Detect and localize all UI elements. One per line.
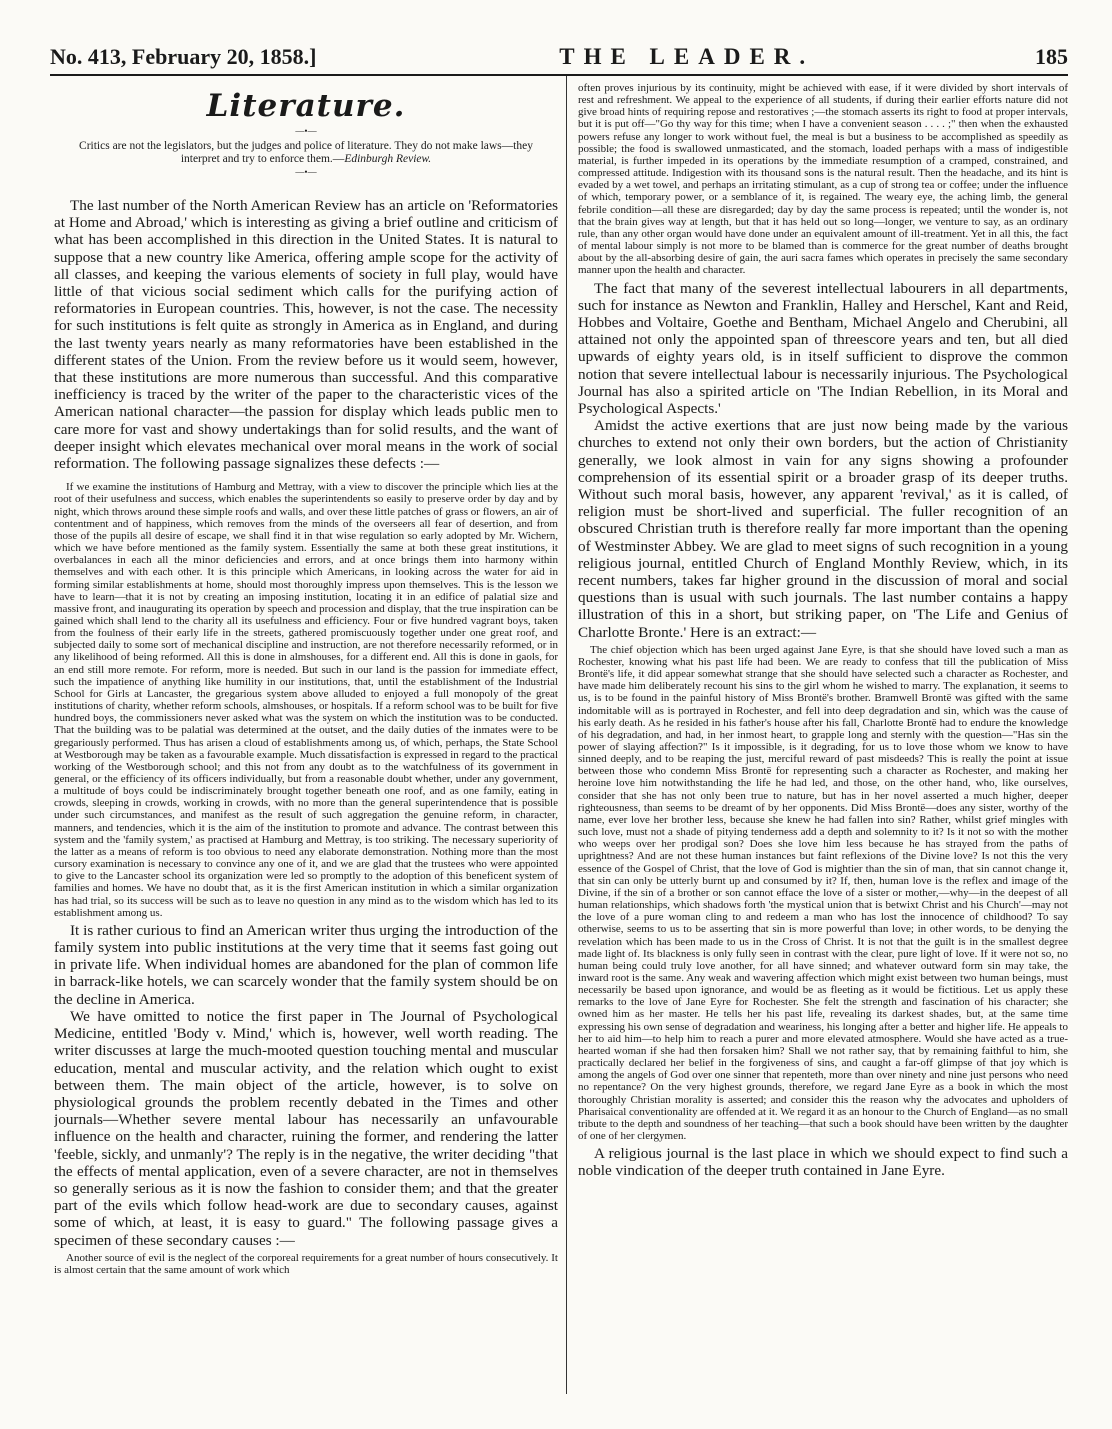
quoted-extract-family-system: If we examine the institutions of Hamburg and Mettray, with a view to discover the principle which lies at the root of their usefulness and success, which enables the superintendents so easily to preserve order by day and by night, which throws around these simple roofs and walls, and over these little patches of grass or flowers, an air of contentment and of happiness, which removes from the minds of the overseers all fear of desertion, and from those of the pupils all desire of escape, we shall find it in that wise regulation so early adopted by Mr. Wichern, which we have before mentioned as the family system. Essentially the same at both these great institutions, it overbalances in each all the minor deficiencies and errors, and at once brings them into harmony within themselves and with each other. It is this principle which Americans, in looking across the water for aid in forming similar establishments at home, should most thoroughly impress upon themselves. This is the lesson we have to learn—that it is not by creating an imposing institution, locating it in an edifice of palatial size and massive front, and inaugurating its operation by speech and procession and display, that the true inspiration can be gained which shall lend to the charity all its usefulness and efficiency. Four or five hundred vagrant boys, taken from the foulness of their early life in the streets, gathered promiscuously together under one great roof, and subjected daily to some sort of mechanical discipline and instruction, are not therefore necessarily reformed, or in any likelihood of being reformed. All this is done in almshouses, for a different end. All this is done in gaols, for an end still more remote. For reform, more is needed. But such in our land is the passion for immediate effect, such the impatience of anything like humility in our institutions, that, until the establishment of the Industrial School for Girls at Lancaster, the gregarious system above alluded to enjoyed a full monopoly of the great institutions of charity, whether reform schools, almshouses, or hospitals. If a reform school was to be built for five hundred boys, the commissioners never asked what was the system on which the institution was to be conducted. That the building was to be palatial was determined at the outset, and the daily duties of the inmates were to be gregariously performed. Thus has arisen a cloud of establishments among us, of which, perhaps, the State School at Westborough may be taken as a favourable example. Much dissatisfaction is expressed in regard to the practical working of the Westborough school; and this not from any doubt as to the watchfulness of its government in general, or the efficiency of its officers individually, but from a reasonable doubt whether, under any government, a multitude of boys could be indiscriminately brought together beneath one roof, and as one family, eating in crowds, sleeping in crowds, working in crowds, with no more than the general superintendence that is possible under such circumstances, and manifest as the result of such aggregation the genuine reform, in character, manners, and tendencies, which it is the aim of the institution to promote and advance. The contrast between this system and the 'family system,' as practised at Hamburg and Mettray, is too striking. The necessary superiority of the latter as a means of reform is too obvious to need any elaborate demonstration. Nothing more than the most cursory examination is necessary to convince any one of it, and we are glad that the trustees who were appointed to give to the Lancaster school its organization were led so promptly to the adoption of this beneficent system of families and homes. We have no doubt that, as it is the first American institution in which a similar organization has had trial, so its success will be such as to leave no question in any mind as to the wisdom which has led to its establishment among us.: [54, 481, 558, 919]
newspaper-title: THE LEADER.: [559, 44, 815, 69]
issue-date: No. 413, February 20, 1858.]: [50, 44, 317, 69]
article-paragraph-body-mind: We have omitted to notice the first paper in The Journal of Psychological Medicine, entitled 'Body v. Mind,' which is, however, well worth reading. The writer discusses at large the much-mooted question touching mental and muscular education, mental and muscular activity, and the relation which ought to exist between them. The main object of the article, however, is to solve on physiological grounds the problem recently debated in the Times and other journals—Whether severe mental labour has necessarily an unfavourable influence on the health and character, ruining the former, and rendering the latter 'feeble, sickly, and unmanly'? The reply is in the negative, the writer deciding "that the effects of mental application, even of a severe character, are not in themselves so generally serious as it is now the fashion to consider them; and that the greater part of the evils which follow head-work are due to secondary causes, against some of which, at least, it is easy to guard." The following passage gives a specimen of these secondary causes :—: [54, 1007, 558, 1249]
ornament-divider-2: —•—: [295, 167, 317, 177]
quoted-extract-jane-eyre: The chief objection which has been urged against Jane Eyre, is that she should have loved such a man as Rochester, knowing what his past life had been. We are ready to confess that till the publication of Miss Brontë's life, it did appear somewhat strange that she should have selected such a character as Rochester, and have made him deliberately recount his sins to the girl whom he wished to marry. The explanation, it seems to us, is to be found in the painful history of Miss Brontë's brother. Bramwell Brontë was gifted with the same indomitable will as is portrayed in Rochester, and fell into deep degradation and sin, which was the cause of his early death. As he resided in his father's house after his fall, Charlotte Brontë had to endure the knowledge of his degradation, and had, in her inmost heart, to grapple long and sternly with the question—"Has sin the power of slaying affection?" Is it impossible, is it degrading, for us to love those whom we know to have sinned deeply, and to be reaping the just, merciful reward of past misdeeds? This is really the point at issue between those who condemn Miss Brontë for representing such a character as Rochester, and making her heroine love him notwithstanding the life he had led, and those, on the other hand, who, like ourselves, consider that she has not only been true to nature, but has in her novel asserted a much higher, deeper righteousness, than seems to be dreamt of by her opponents. Did Miss Brontë—does any sister, worthy of the name, ever love her brother less, because she knew he had fallen into sin? Rather, whilst grief mingles with such love, must not a shade of pitying tenderness add a depth and solemnity to it? Is it not so with the mother who weeps over her prodigal son? Does she love him less because he has strayed from the paths of uprightness? And are not these human instances but faint reflexions of the Divine love? Is not this the very essence of the Gospel of Christ, that the love of God is mightier than the sin of man, that sin cannot change it, that sin can only be utterly burnt up and consumed by it? If, then, human love is the reflex and image of the Divine, if the sin of a brother or son cannot efface the love of a sister or mother,—why—in the deepest of all human relationships, which shadows forth 'the mystical union that is betwixt Christ and his Church'—may not the love of a pure woman cling to and redeem a man who has lost the innocence of childhood? To say otherwise, seems to us to be asserting that sin is more powerful than love; in other words, to be denying the revelation which has been made to us in the Cross of Christ. It is not that the guilt is in the smallest degree made light of. Its blackness is only fully seen in contrast with the clear, pure light of love. If it were not so, no human being could truly love another, for all have sinned; and whatever outward form sin may take, the inward root is the same. Any weak and wavering affection which might exist between two human beings, must necessarily be based upon ignorance, and would be as fleeting as it would be fictitious. Let us apply these remarks to the love of Jane Eyre for Rochester. She felt the strength and fascination of his character; she owned him as her master. He tells her his past life, revealing its darkest shades, but, at the same time expressing his own sense of degradation and weariness, his longing after a better and higher life. He appeals to her to aid him—to help him to reach a purer and more elevated atmosphere. Would she have acted as a true-hearted woman if she had then forsaken him? Shall we not rather say, that by remaining faithful to him, she practically declared her belief in the forgiveness of sins, and caught a far-off glimpse of that joy which is among the angels of God over one sinner that repenteth, more than over ninety and nine just persons who need no repentance? On the very highest grounds, therefore, we regard Jane Eyre as a book in which the most thoroughly Christian morality is asserted; and consider this the reason why the advocates and upholders of Pharisaical conventionality are offended at it. We regard it as an honour to the Church of England—as no small tribute to the depth and soundness of her teaching—that such a book should have been written by the daughter of one of her clergymen.: [578, 643, 1068, 1143]
article-paragraph-religious-journal: Amidst the active exertions that are just now being made by the various churches to extend not only their own borders, but the action of Christianity generally, we look almost in vain for any signs showing a profounder comprehension of its essential spirit or a broader grasp of its deeper truths. Without such moral basis, however, any apparent 'revival,' as it is called, of religion must be short-lived and superficial. The fuller recognition of an obscured Christian truth is therefore really far more important than the opening of Westminster Abbey. We are glad to meet signs of such recognition in a young religious journal, entitled Church of England Monthly Review, which, in its recent numbers, takes far higher ground in the discussion of moral and social questions than is usual with such journals. The last number contains a happy illustration of this in a short, but striking paper, on 'The Life and Genius of Charlotte Bronte.' Here is an extract:—: [578, 417, 1068, 641]
page-header: [50, 44, 1068, 74]
column-divider: [566, 76, 567, 1394]
right-column: [578, 82, 1068, 1394]
motto-source: Edinburgh Review.: [344, 152, 432, 165]
header-rule: [50, 74, 1068, 76]
article-paragraph-conclusion: A religious journal is the last place in which we should expect to find such a noble vindication of the deeper truth contained in Jane Eyre.: [578, 1145, 1068, 1180]
quoted-extract-continued: often proves injurious by its continuity, might be achieved with ease, if it were divided by short intervals of rest and refreshment. We appeal to the experience of all students, if during their earlier efforts nature did not give broad hints of requiring repose and restoratives ;—the stomach asserts its right to food at proper intervals, but it is put off—"Go thy way for this time; when I have a convenient season . . . . ;" then when the exhausted powers refuse any longer to work without fuel, the meal is but a business to be accomplished as speedily as possible; the food is swallowed unmasticated, and the stomach, loaded perhaps with a mass of indigestible material, is further impeded in its operations by the immediate resumption of a cramped, constrained, and compressed attitude. Indigestion with its thousand sons is the natural result. Then the headache, and its hint is evaded by a wet towel, and perhaps an irritating stimulant, as a cup of strong tea or coffee; under the influence of which, temporary power, or a semblance of it, is regained. The weary eye, the aching limb, the general febrile condition—all these are disregarded; day by day the same process is repeated; until the wonder is, not that the brain gives way at length, but that it has held out so long—longer, we venture to say, as an ordinary rule, than any other organ would have done under an equivalent amount of ill-treatment. Yet in all this, the fact of mental labour simply is not more to be blamed than is commerce for the great number of deaths brought about by the all-absorbing desire of gain, the auri sacra fames which operates in precisely the same secondary manner upon the health and character.: [578, 82, 1068, 277]
section-motto: [64, 140, 548, 165]
article-paragraph-reformatories: The last number of the North American Review has an article on 'Reformatories at Home and Abroad,' which is interesting as giving a brief outline and criticism of what has been accomplished in this direction in the United States. It is natural to suppose that a new country like America, offering ample scope for the activity of all classes, and keeping the various elements of society in full play, would have little of that vicious social sediment which calls for the purifying action of reformatories in European countries. This, however, is not the case. The necessity for such institutions is felt quite as strongly in America as in England, and during the last twenty years nearly as many reformatories have been established in the different states of the Union. From the review before us it would seem, however, that these institutions are more numerous than successful. And this comparative inefficiency is traced by the writer of the paper to the characteristic vices of the American national character—the passion for display which leads public men to care more for vast and showy undertakings than for solid results, and the want of deeper insight which elevates mechanical over moral means in the work of social reformation. The following passage signalizes these defects :—: [54, 197, 558, 473]
left-column: [54, 82, 558, 1396]
article-paragraph-family-system: It is rather curious to find an American writer thus urging the introduction of the family system into public institutions at the very time that it seems fast going out in private life. When individual homes are abandoned for the plan of common life in barrack-like hotels, we can scarcely wonder that the family system should be on the decline in America.: [54, 921, 558, 1008]
page-number: 185: [1034, 44, 1068, 69]
motto-text: Critics are not the legislators, but the judges and police of literature. They do not make laws—they interpret and try to enforce them.—: [79, 140, 533, 165]
article-paragraph-intellectual-labourers: The fact that many of the severest intellectual labourers in all departments, such for instance as Newton and Franklin, Halley and Herschel, Kant and Reid, Hobbes and Voltaire, Goethe and Bentham, Michael Angelo and Cherubini, all attained not only the appointed span of threescore years and ten, but all died upwards of eighty years old, is in itself sufficient to disprove the common notion that severe intellectual labour is necessarily injurious. The Psychological Journal has also a spirited article on 'The Indian Rebellion, in its Moral and Psychological Aspects.': [578, 279, 1068, 417]
section-heading: Literature.: [206, 88, 406, 124]
ornament-divider: —•—: [295, 126, 317, 136]
quoted-extract-secondary-causes: Another source of evil is the neglect of the corporeal requirements for a great number of hours consecutively. It is almost certain that the same amount of work which: [54, 1251, 558, 1276]
